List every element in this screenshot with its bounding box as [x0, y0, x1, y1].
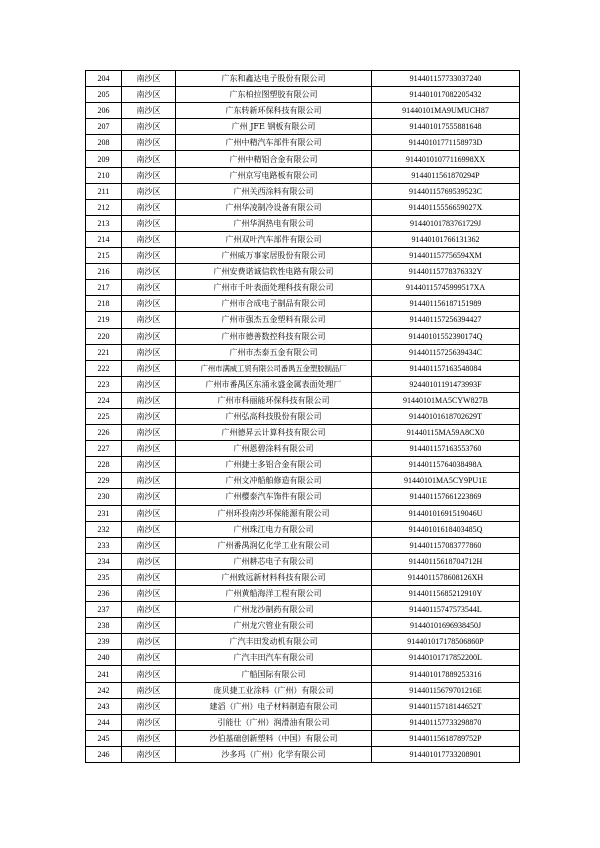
district-cell: 南沙区: [122, 569, 176, 585]
district-cell: 南沙区: [122, 328, 176, 344]
table-row: [86, 344, 520, 360]
company-name-cell: 广船国际有限公司: [176, 666, 372, 682]
credit-code-cell: 91440101552390174Q: [372, 328, 520, 344]
company-name-cell: 广东转新环保科技有限公司: [176, 103, 372, 119]
table-row: [86, 328, 520, 344]
credit-code-cell: 91440101717852200L: [372, 650, 520, 666]
district-cell: 南沙区: [122, 135, 176, 151]
district-cell: 南沙区: [122, 698, 176, 714]
credit-code-cell: 91440115764038498A: [372, 457, 520, 473]
district-cell: 南沙区: [122, 183, 176, 199]
row-number: 225: [86, 408, 122, 424]
row-number: 220: [86, 328, 122, 344]
company-name-cell: 广东柏拉图塑胶有限公司: [176, 87, 372, 103]
district-cell: 南沙区: [122, 215, 176, 231]
table-row: [86, 215, 520, 231]
credit-code-cell: 91440115769539523C: [372, 183, 520, 199]
company-name-cell: 广州京写电路板有限公司: [176, 167, 372, 183]
credit-code-cell: 91440101618403485Q: [372, 521, 520, 537]
district-cell: 南沙区: [122, 119, 176, 135]
district-cell: 南沙区: [122, 103, 176, 119]
credit-code-cell: 91440115718144652T: [372, 698, 520, 714]
table-body: [86, 71, 520, 763]
company-name-cell: 广州致远新材料科技有限公司: [176, 569, 372, 585]
row-number: 204: [86, 71, 122, 87]
company-name-cell: 广州市科丽能环保科技有限公司: [176, 392, 372, 408]
row-number: 211: [86, 183, 122, 199]
company-name-cell: 广汽丰田发动机有限公司: [176, 634, 372, 650]
company-name-cell: 广州市合成电子制品有限公司: [176, 296, 372, 312]
credit-code-cell: 91440115778376332Y: [372, 264, 520, 280]
district-cell: 南沙区: [122, 682, 176, 698]
district-cell: 南沙区: [122, 457, 176, 473]
table-row: [86, 264, 520, 280]
row-number: 240: [86, 650, 122, 666]
row-number: 237: [86, 602, 122, 618]
district-cell: 南沙区: [122, 392, 176, 408]
district-cell: 南沙区: [122, 248, 176, 264]
row-number: 223: [86, 376, 122, 392]
row-number: 228: [86, 457, 122, 473]
row-number: 232: [86, 521, 122, 537]
company-name-cell: 广州市满威工贸有限公司番禺五金塑胶制品厂: [176, 360, 372, 376]
table-row: [86, 505, 520, 521]
company-name-cell: 广州双叶汽车部件有限公司: [176, 231, 372, 247]
table-row: [86, 119, 520, 135]
table-row: [86, 103, 520, 119]
credit-code-cell: 91440101691519046U: [372, 505, 520, 521]
credit-code-cell: 91440101077116998XX: [372, 151, 520, 167]
company-name-cell: 广州耕芯电子有限公司: [176, 553, 372, 569]
district-cell: 南沙区: [122, 199, 176, 215]
table-row: [86, 392, 520, 408]
row-number: 224: [86, 392, 122, 408]
company-name-cell: 庞贝捷工业涂料（广州）有限公司: [176, 682, 372, 698]
table-row: [86, 231, 520, 247]
table-row: [86, 151, 520, 167]
row-number: 208: [86, 135, 122, 151]
credit-code-cell: 914401017082205432: [372, 87, 520, 103]
row-number: 210: [86, 167, 122, 183]
table-row: [86, 312, 520, 328]
district-cell: 南沙区: [122, 425, 176, 441]
district-cell: 南沙区: [122, 167, 176, 183]
row-number: 217: [86, 280, 122, 296]
table-row: [86, 698, 520, 714]
company-name-cell: 广州安费诺诚信软性电路有限公司: [176, 264, 372, 280]
credit-code-cell: 91440115747573544L: [372, 602, 520, 618]
row-number: 243: [86, 698, 122, 714]
row-number: 245: [86, 730, 122, 746]
credit-code-cell: 91440101MA5CY9PU1E: [372, 473, 520, 489]
table-row: [86, 248, 520, 264]
row-number: 219: [86, 312, 122, 328]
company-name-cell: 广州弘高科技股份有限公司: [176, 408, 372, 424]
district-cell: 南沙区: [122, 473, 176, 489]
credit-code-cell: 91440115618789752P: [372, 730, 520, 746]
credit-code-cell: 91440115MA59A8CX0: [372, 425, 520, 441]
credit-code-cell: 91440115556659027X: [372, 199, 520, 215]
credit-code-cell: 914401157733037240: [372, 71, 520, 87]
company-name-cell: 广州恩碧涂料有限公司: [176, 441, 372, 457]
credit-code-cell: 91440115679701216E: [372, 682, 520, 698]
table-row: [86, 537, 520, 553]
company-name-cell: 广州华凌制冷设备有限公司: [176, 199, 372, 215]
district-cell: 南沙区: [122, 296, 176, 312]
row-number: 238: [86, 618, 122, 634]
table-row: [86, 489, 520, 505]
company-name-cell: 广州市强杰五金塑料有限公司: [176, 312, 372, 328]
company-name-cell: 广州番禺润亿化学工业有限公司: [176, 537, 372, 553]
company-name-cell: 广州环投南沙环保能源有限公司: [176, 505, 372, 521]
row-number: 214: [86, 231, 122, 247]
company-name-cell: 广州 JFE 钢板有限公司: [176, 119, 372, 135]
company-name-cell: 广东和鑫达电子股份有限公司: [176, 71, 372, 87]
company-name-cell: 广州威万事家居股份有限公司: [176, 248, 372, 264]
district-cell: 南沙区: [122, 505, 176, 521]
table-row: [86, 183, 520, 199]
credit-code-cell: 914401017889253316: [372, 666, 520, 682]
row-number: 221: [86, 344, 122, 360]
district-cell: 南沙区: [122, 714, 176, 730]
row-number: 222: [86, 360, 122, 376]
company-name-cell: 广州关西涂料有限公司: [176, 183, 372, 199]
table-row: [86, 441, 520, 457]
company-name-cell: 广州珠江电力有限公司: [176, 521, 372, 537]
table-row: [86, 650, 520, 666]
row-number: 242: [86, 682, 122, 698]
table-row: [86, 87, 520, 103]
table-row: [86, 425, 520, 441]
company-name-cell: 广汽丰田汽车有限公司: [176, 650, 372, 666]
district-cell: 南沙区: [122, 586, 176, 602]
district-cell: 南沙区: [122, 376, 176, 392]
row-number: 209: [86, 151, 122, 167]
company-name-cell: 广州龙沙制药有限公司: [176, 602, 372, 618]
credit-code-cell: 91440101MA9UMUCH87: [372, 103, 520, 119]
company-name-cell: 广州市千叶表面处理科技有限公司: [176, 280, 372, 296]
credit-code-cell: 91440115685212910Y: [372, 586, 520, 602]
table-row: [86, 746, 520, 762]
company-name-cell: 广州捷士多铝合金有限公司: [176, 457, 372, 473]
credit-code-cell: 914401157163548084: [372, 360, 520, 376]
company-name-cell: 广州市杰泰五金有限公司: [176, 344, 372, 360]
district-cell: 南沙区: [122, 280, 176, 296]
row-number: 205: [86, 87, 122, 103]
company-name-cell: 建滔（广州）电子材料制造有限公司: [176, 698, 372, 714]
table-row: [86, 408, 520, 424]
company-name-cell: 广州德昇云计算科技有限公司: [176, 425, 372, 441]
row-number: 207: [86, 119, 122, 135]
table-row: [86, 376, 520, 392]
row-number: 236: [86, 586, 122, 602]
company-name-cell: 广州中精汽车部件有限公司: [176, 135, 372, 151]
district-cell: 南沙区: [122, 602, 176, 618]
credit-code-cell: 91440115618704712H: [372, 553, 520, 569]
company-name-cell: 广州樱泰汽车饰件有限公司: [176, 489, 372, 505]
district-cell: 南沙区: [122, 634, 176, 650]
credit-code-cell: 91440115745999517XA: [372, 280, 520, 296]
credit-code-cell: 914401157661223869: [372, 489, 520, 505]
credit-code-cell: 914401157163553760: [372, 441, 520, 457]
district-cell: 南沙区: [122, 71, 176, 87]
district-cell: 南沙区: [122, 537, 176, 553]
district-cell: 南沙区: [122, 312, 176, 328]
district-cell: 南沙区: [122, 730, 176, 746]
credit-code-cell: 914401017733208901: [372, 746, 520, 762]
company-name-cell: 广州龙穴管业有限公司: [176, 618, 372, 634]
row-number: 246: [86, 746, 122, 762]
credit-code-cell: 914401156187151989: [372, 296, 520, 312]
credit-code-cell: 92440101191473993F: [372, 376, 520, 392]
credit-code-cell: 9144011561870294P: [372, 167, 520, 183]
credit-code-cell: 91440115725639434C: [372, 344, 520, 360]
row-number: 235: [86, 569, 122, 585]
row-number: 239: [86, 634, 122, 650]
district-cell: 南沙区: [122, 441, 176, 457]
company-name-cell: 广州市德善数控科技有限公司: [176, 328, 372, 344]
table-row: [86, 730, 520, 746]
district-cell: 南沙区: [122, 650, 176, 666]
table-row: [86, 360, 520, 376]
row-number: 244: [86, 714, 122, 730]
row-number: 227: [86, 441, 122, 457]
credit-code-cell: 914401157083777860: [372, 537, 520, 553]
row-number: 226: [86, 425, 122, 441]
row-number: 229: [86, 473, 122, 489]
district-cell: 南沙区: [122, 553, 176, 569]
row-number: 206: [86, 103, 122, 119]
district-cell: 南沙区: [122, 87, 176, 103]
credit-code-cell: 91440115786081​26XH: [372, 569, 520, 585]
row-number: 231: [86, 505, 122, 521]
row-number: 218: [86, 296, 122, 312]
table-row: [86, 666, 520, 682]
district-cell: 南沙区: [122, 408, 176, 424]
table-row: [86, 714, 520, 730]
company-name-cell: 广州华润热电有限公司: [176, 215, 372, 231]
company-name-cell: 广州黄船海洋工程有限公司: [176, 586, 372, 602]
company-name-cell: 广州中精铝合金有限公司: [176, 151, 372, 167]
table-row: [86, 280, 520, 296]
district-cell: 南沙区: [122, 521, 176, 537]
row-number: 216: [86, 264, 122, 280]
district-cell: 南沙区: [122, 231, 176, 247]
company-name-cell: 沙伯基础创新塑料（中国）有限公司: [176, 730, 372, 746]
table-row: [86, 71, 520, 87]
credit-code-cell: 914401157256394427: [372, 312, 520, 328]
table-row: [86, 135, 520, 151]
company-name-cell: 广州文冲船舶修造有限公司: [176, 473, 372, 489]
credit-code-cell: 91440101766131362: [372, 231, 520, 247]
company-name-cell: 引能仕（广州）润滑油有限公司: [176, 714, 372, 730]
table-row: [86, 473, 520, 489]
district-cell: 南沙区: [122, 746, 176, 762]
table-row: [86, 569, 520, 585]
table-row: [86, 167, 520, 183]
district-cell: 南沙区: [122, 344, 176, 360]
district-cell: 南沙区: [122, 360, 176, 376]
district-cell: 南沙区: [122, 489, 176, 505]
row-number: 230: [86, 489, 122, 505]
table-row: [86, 199, 520, 215]
credit-code-cell: 91440101618702629T: [372, 408, 520, 424]
district-cell: 南沙区: [122, 151, 176, 167]
table-row: [86, 296, 520, 312]
row-number: 213: [86, 215, 122, 231]
row-number: 233: [86, 537, 122, 553]
table-row: [86, 521, 520, 537]
table-row: [86, 457, 520, 473]
credit-code-cell: 91440101783761729J: [372, 215, 520, 231]
credit-code-cell: 914401017555881648: [372, 119, 520, 135]
row-number: 234: [86, 553, 122, 569]
table-row: [86, 553, 520, 569]
table-row: [86, 618, 520, 634]
credit-code-cell: 91440101771158973D: [372, 135, 520, 151]
table-row: [86, 602, 520, 618]
row-number: 241: [86, 666, 122, 682]
company-name-cell: 沙多玛（广州）化学有限公司: [176, 746, 372, 762]
credit-code-cell: 914401017178506860P: [372, 634, 520, 650]
district-cell: 南沙区: [122, 618, 176, 634]
credit-code-cell: 914401157756594XM: [372, 248, 520, 264]
credit-code-cell: 91440101696938450J: [372, 618, 520, 634]
table-row: [86, 634, 520, 650]
district-cell: 南沙区: [122, 666, 176, 682]
table-row: [86, 682, 520, 698]
company-name-cell: 广州市番禺区东涌永盛金属表面处理厂: [176, 376, 372, 392]
credit-code-cell: 91440101MA5CYW827B: [372, 392, 520, 408]
company-table: [85, 70, 520, 763]
row-number: 212: [86, 199, 122, 215]
row-number: 215: [86, 248, 122, 264]
credit-code-cell: 914401157733298870: [372, 714, 520, 730]
district-cell: 南沙区: [122, 264, 176, 280]
table-row: [86, 586, 520, 602]
